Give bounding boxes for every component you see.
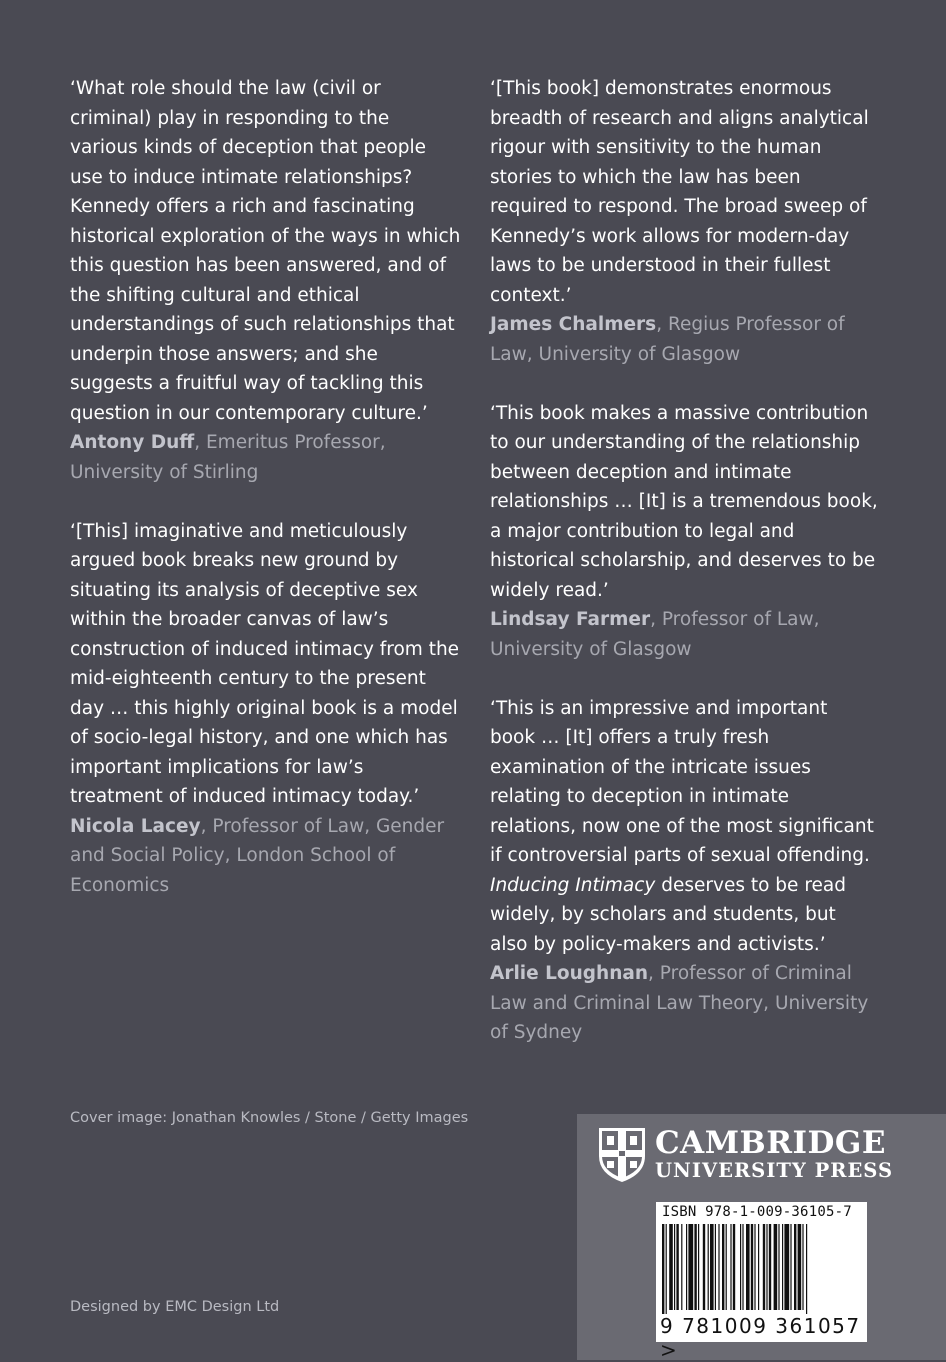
barcode-bar xyxy=(694,1224,696,1310)
barcode-bar xyxy=(718,1224,719,1310)
barcode-bar xyxy=(708,1224,709,1310)
barcode-bar xyxy=(726,1224,727,1310)
isbn-barcode xyxy=(656,1202,867,1362)
endorsement-loughnan xyxy=(490,694,878,1048)
endorsement-text-end: deserves to be read widely, by scholars and students, but also by policy-makers and activists.’ xyxy=(490,874,846,955)
endorsement-chalmers xyxy=(490,74,878,369)
endorsement-text: ‘[This] imaginative and meticulously argued book breaks new ground by situating its analysis of deceptive sex within the broader canvas of law’s construction of induced intimacy from the mid-eighteenth century to the present day … this highly original book is a model of socio-legal history, and one which has important implications for law’s treatment of induced intimacy today.’ xyxy=(70,520,460,807)
barcode-bar xyxy=(730,1224,731,1310)
endorsements-right-column xyxy=(490,74,878,1077)
barcode-bar xyxy=(669,1224,673,1310)
barcode-bar xyxy=(790,1224,791,1310)
endorser-affiliation: , Professor of Law, University of Glasgow xyxy=(490,609,820,660)
endorser-name: Arlie Loughnan xyxy=(490,963,649,984)
endorsement-attribution xyxy=(70,428,462,487)
barcode-bar xyxy=(754,1224,755,1310)
endorser-name: Lindsay Farmer xyxy=(490,609,651,630)
barcode-bars xyxy=(662,1224,861,1314)
endorsement-duff xyxy=(70,74,462,487)
book-title: Inducing Intimacy xyxy=(490,874,656,896)
endorsement-text: ‘What role should the law (civil or criminal) play in responding to the various kinds of deception that people use to induce intimate relationships? Kennedy offers a rich and fascinating historical exploration of the ways in which this question has been answered, and of the shifting cultural and ethical understandings of such relationships that underpin those answers; and she suggests a fruitful way of tackling this question in our contemporary culture.’ xyxy=(70,78,461,424)
barcode-bar xyxy=(688,1224,693,1310)
barcode-bar xyxy=(794,1224,796,1310)
cover-image-credit: Cover image: Jonathan Knowles / Stone / Getty Images xyxy=(70,1110,469,1126)
publisher-name-line1: CAMBRIDGE xyxy=(655,1125,886,1161)
endorsement-text: ‘This book makes a massive contribution to our understanding of the relationship between deception and intimate relationships … [It] is a tremendous book, a major contribution to legal and historical scholarship, and deserves to be widely read.’ xyxy=(490,402,878,601)
endorsement-lacey xyxy=(70,517,462,901)
barcode-bar xyxy=(769,1224,771,1310)
designer-credit: Designed by EMC Design Ltd xyxy=(70,1299,280,1315)
barcode-bar xyxy=(698,1224,699,1310)
endorsements-left-column xyxy=(70,74,462,930)
endorsement-text: ‘[This book] demonstrates enormous breadth of research and aligns analytical rigour with sensitivity to the human stories to which the law has been required to respond. The broad sweep of Kennedy’s work allows for modern-day laws to be understood in their fullest context.’ xyxy=(490,78,869,306)
endorsement-text-start: ‘This is an impressive and important book … [It] offers a truly fresh examination of the intricate issues relating to deception in intimate relations, now one of the most significant if controversial parts of sexual offending. xyxy=(490,697,874,866)
barcode-bar xyxy=(742,1224,743,1310)
barcode-bar xyxy=(666,1224,667,1314)
endorser-affiliation: , Regius Professor of Law, University of Glasgow xyxy=(490,314,845,365)
barcode-bar xyxy=(798,1224,802,1310)
barcode-bar xyxy=(740,1224,741,1310)
barcode-bar xyxy=(662,1224,664,1314)
publisher-name-line2: UNIVERSITY PRESS xyxy=(655,1159,894,1182)
publisher-wordmark xyxy=(655,1126,893,1182)
endorsement-attribution xyxy=(490,959,878,1048)
barcode-bar xyxy=(774,1224,778,1310)
barcode-bar xyxy=(802,1224,803,1310)
barcode-bar xyxy=(686,1224,687,1310)
endorser-name: Antony Duff xyxy=(70,432,195,453)
barcode-bar xyxy=(778,1224,779,1310)
endorser-affiliation: , Professor of Law, Gender and Social Policy, London School of Economics xyxy=(70,815,445,896)
barcode-bar xyxy=(733,1224,735,1310)
endorser-name: James Chalmers xyxy=(490,314,657,335)
barcode-bar xyxy=(715,1224,716,1310)
publisher-panel xyxy=(577,1114,946,1360)
barcode-bar xyxy=(674,1224,675,1310)
endorser-affiliation: , Professor of Criminal Law and Criminal Law Theory, University of Sydney xyxy=(490,963,869,1043)
endorsement-attribution xyxy=(490,310,878,369)
barcode-bar xyxy=(681,1224,682,1310)
endorsement-farmer xyxy=(490,399,878,665)
barcode-bar xyxy=(806,1224,807,1314)
barcode-bar xyxy=(758,1224,759,1310)
barcode-digits: 9 781009 361057 > xyxy=(660,1314,861,1362)
endorsement-attribution xyxy=(70,812,462,901)
barcode-bar xyxy=(763,1224,765,1310)
endorser-name: Nicola Lacey xyxy=(70,815,201,837)
endorsement-text xyxy=(490,694,878,960)
barcode-bar xyxy=(722,1224,724,1310)
endorsement-attribution xyxy=(490,605,878,664)
barcode-bar xyxy=(676,1224,678,1310)
cambridge-crest-icon xyxy=(597,1126,647,1184)
barcode-bar xyxy=(751,1224,753,1310)
barcode-bar xyxy=(766,1224,767,1310)
barcode-bar xyxy=(782,1224,783,1310)
endorser-affiliation: , Emeritus Professor, University of Stirling xyxy=(70,432,386,483)
barcode-bar xyxy=(784,1224,789,1310)
barcode-bar xyxy=(710,1224,714,1310)
isbn-label: ISBN 978-1-009-36105-7 xyxy=(662,1204,852,1220)
barcode-bar xyxy=(746,1224,750,1310)
barcode-bar xyxy=(703,1224,705,1310)
